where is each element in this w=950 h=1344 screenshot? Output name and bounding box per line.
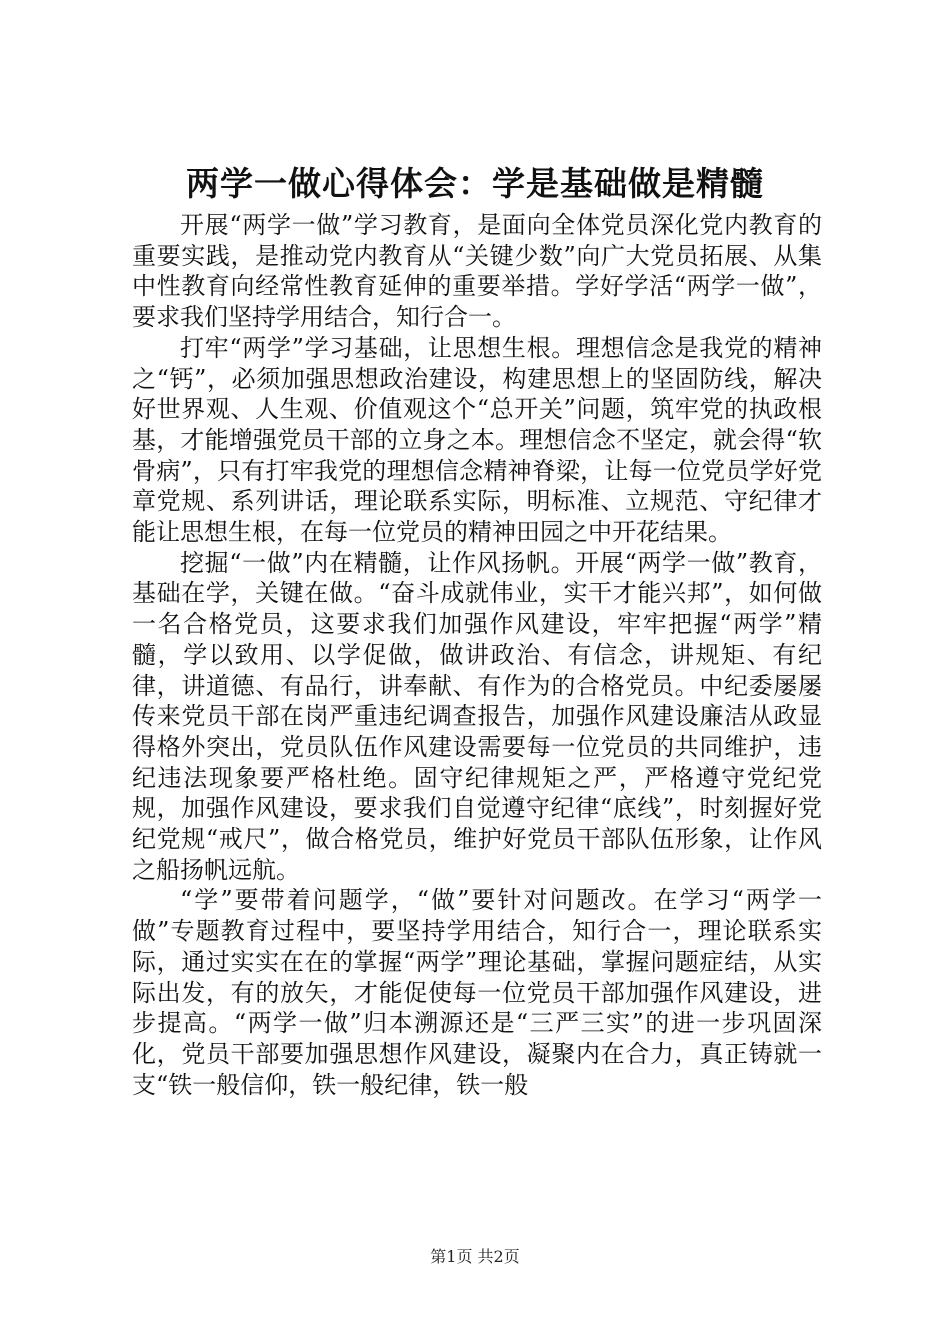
paragraph-4: “学”要带着问题学，“做”要针对问题改。在学习“两学一做”专题教育过程中，要坚持学用结合，知行合一，理论联系实际，通过实实在在的掌握“两学”理论基础，掌握问题症结，从实际出发，有的放矢，才能促使每一位党员干部加强作风建设，进步提高。“两学一做”归本溯源还是“三严三实”的进一步巩固深化，党员干部要加强思想作风建设，凝聚内在合力，真正铸就一支“铁一般信仰，铁一般纪律，铁一般 (132, 886, 822, 1099)
page-number-footer: 第1页 共2页 (430, 1247, 520, 1266)
paragraph-3: 挖掘“一做”内在精髓，让作风扬帆。开展“两学一做”教育，基础在学，关键在做。“奋斗成就伟业，实干才能兴邦”，如何做一名合格党员，这要求我们加强作风建设，牢牢把握“两学”精髓，学以致用、以学促做，做讲政治、有信念，讲规矩、有纪律，讲道德、有品行，讲奉献、有作为的合格党员。中纪委屡屡传来党员干部在岗严重违纪调查报告，加强作风建设廉洁从政显得格外突出，党员队伍作风建设需要每一位党员的共同维护，违纪违法现象要严格杜绝。固守纪律规矩之严，严格遵守党纪党规，加强作风建设，要求我们自觉遵守纪律“底线”，时刻握好党纪党规“戒尺”，做合格党员，维护好党员干部队伍形象，让作风之船扬帆远航。 (132, 548, 822, 884)
document-title: 两学一做心得体会：学是基础做是精髓 (186, 164, 764, 203)
document-body (132, 210, 822, 1100)
paragraph-2: 打牢“两学”学习基础，让思想生根。理想信念是我党的精神之“钙”，必须加强思想政治建设，构建思想上的坚固防线，解决好世界观、人生观、价值观这个“总开关”问题，筑牢党的执政根基，才能增强党员干部的立身之本。理想信念不坚定，就会得“软骨病”，只有打牢我党的理想信念精神脊梁，让每一位党员学好党章党规、系列讲话，理论联系实际，明标准、立规范、守纪律才能让思想生根，在每一位党员的精神田园之中开花结果。 (132, 333, 822, 547)
paragraph-1: 开展“两学一做”学习教育，是面向全体党员深化党内教育的重要实践，是推动党内教育从“关键少数”向广大党员拓展、从集中性教育向经常性教育延伸的重要举措。学好学活“两学一做”，要求我们坚持学用结合，知行合一。 (132, 211, 822, 332)
